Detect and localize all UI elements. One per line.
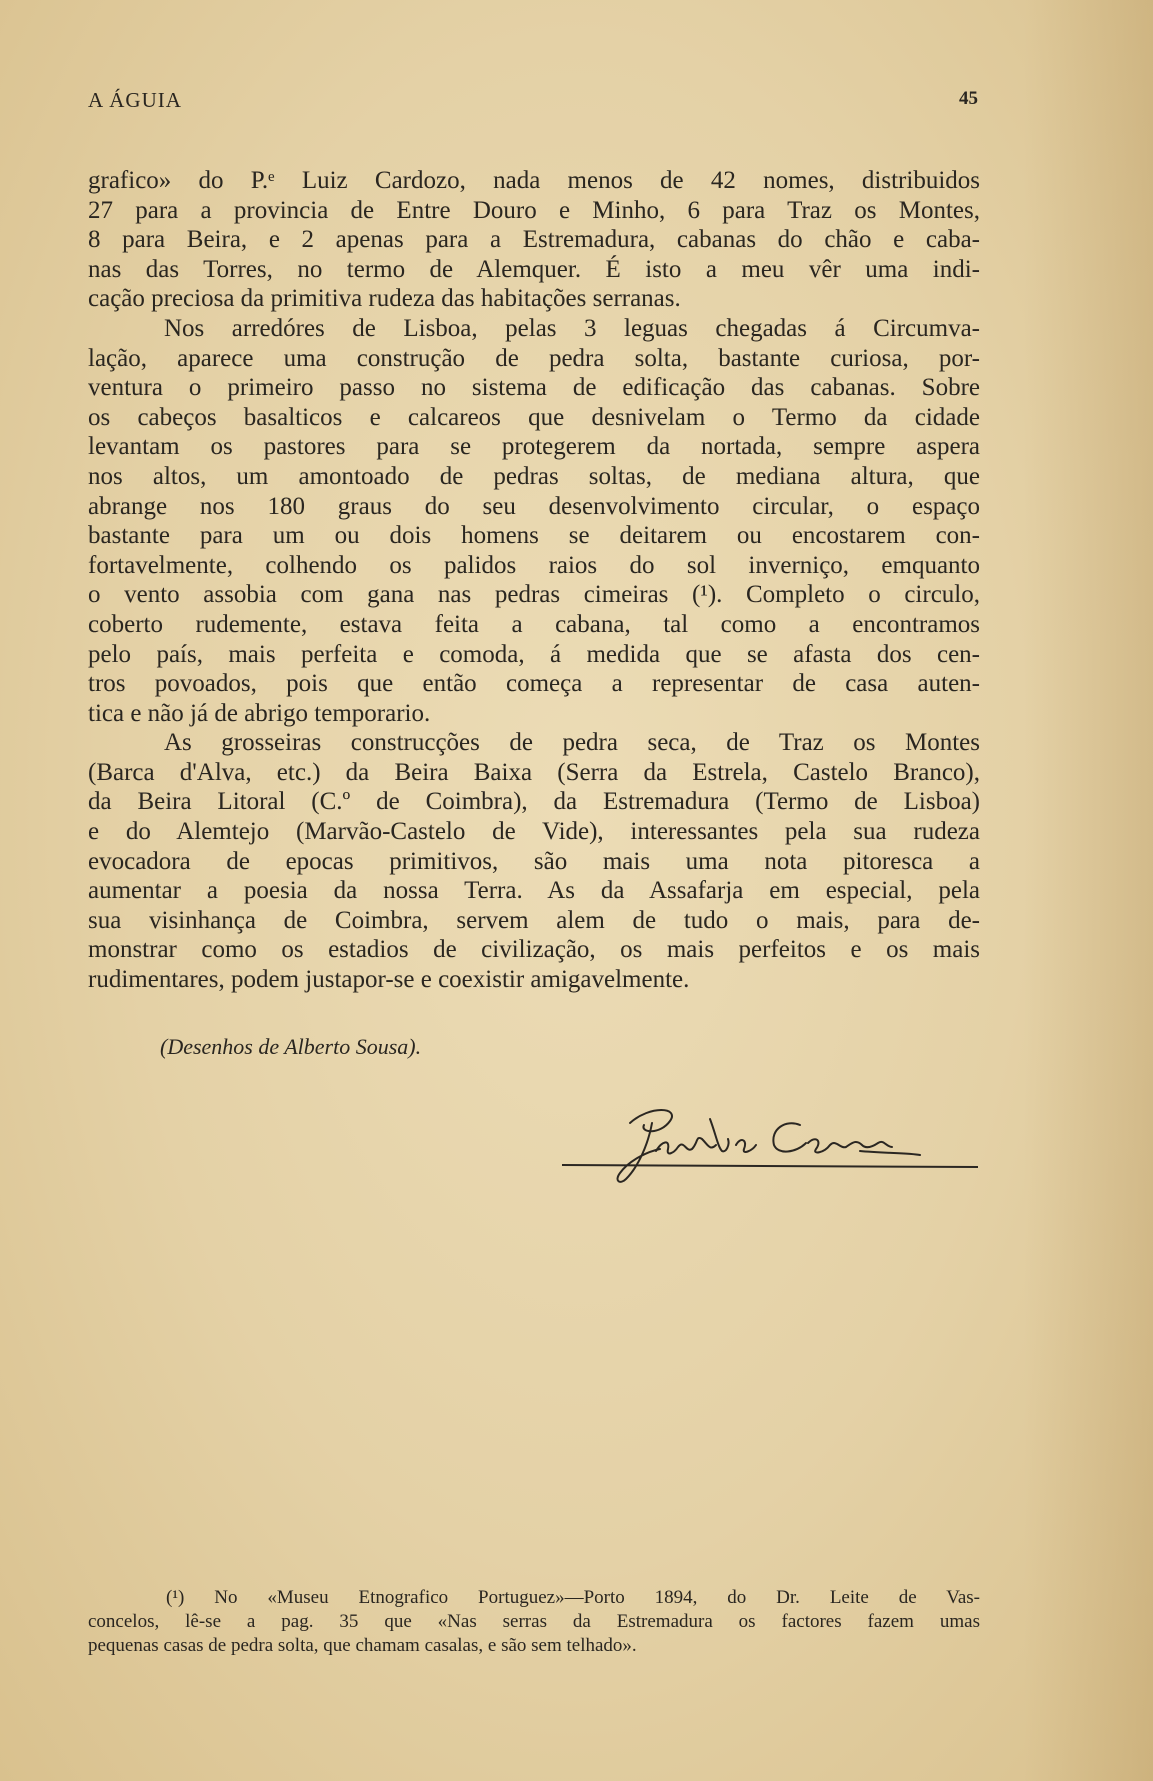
text-line: abrange nos 180 graus do seu desenvolvimento circular, o espaço (88, 492, 980, 520)
text-line: tros povoados, pois que então começa a representar de casa auten- (88, 670, 980, 698)
page-number: 45 (959, 88, 978, 109)
text-line: fortavelmente, colhendo os palidos raios do sol inverniço, emquanto (88, 551, 980, 579)
text-line: os cabeços basalticos e calcareos que desnivelam o Termo da cidade (88, 403, 980, 431)
text-line: e do Alemtejo (Marvão-Castelo de Vide), interessantes pela sua rudeza (88, 818, 980, 846)
text-line: Nos arredóres de Lisboa, pelas 3 leguas chegadas á Circumva- (164, 314, 980, 342)
text-line: evocadora de epocas primitivos, são mais uma nota pitoresca a (88, 847, 980, 875)
text-line: coberto rudemente, estava feita a cabana, tal como a encontramos (88, 610, 980, 638)
running-head: A ÁGUIA (88, 88, 182, 112)
text-line: o vento assobia com gana nas pedras cimeiras (¹). Completo o circulo, (88, 581, 980, 609)
text-line: 27 para a provincia de Entre Douro e Minho, 6 para Traz os Montes, (88, 196, 980, 224)
text-line: aumentar a poesia da nossa Terra. As da Assafarja em especial, pela (88, 877, 980, 905)
text-line: ventura o primeiro passo no sistema de edificação das cabanas. Sobre (88, 374, 980, 402)
text-line: pelo país, mais perfeita e comoda, á medida que se afasta dos cen- (88, 640, 980, 668)
text-line: sua visinhança de Coimbra, servem alem de tudo o mais, para de- (88, 906, 980, 934)
text-line: 8 para Beira, e 2 apenas para a Estremadura, cabanas do chão e caba- (88, 226, 980, 254)
footnote-line: (¹) No «Museu Etnografico Portuguez»—Porto 1894, do Dr. Leite de Vas- (166, 1587, 980, 1608)
text-line: lação, aparece uma construção de pedra solta, bastante curiosa, por- (88, 344, 980, 372)
body-text (88, 166, 980, 995)
text-line: rudimentares, podem justapor-se e coexistir amigavelmente. (88, 966, 690, 994)
text-line: monstrar como os estadios de civilização, os mais perfeitos e os mais (88, 936, 980, 964)
footnote-line: concelos, lê-se a pag. 35 que «Nas serras da Estremadura os factores fazem umas (88, 1611, 980, 1632)
text-line: tica e não já de abrigo temporario. (88, 699, 431, 727)
text-line: levantam os pastores para se protegerem da nortada, sempre aspera (88, 433, 980, 461)
text-line: (Barca d'Alva, etc.) da Beira Baixa (Serra da Estrela, Castelo Branco), (88, 758, 980, 786)
footnote (88, 1586, 980, 1658)
page-edge-shading (1023, 0, 1153, 1781)
text-line: nos altos, um amontoado de pedras soltas, de mediana altura, que (88, 462, 980, 490)
text-line: da Beira Litoral (C.º de Coimbra), da Estremadura (Termo de Lisboa) (88, 788, 980, 816)
text-line: grafico» do P.ᵉ Luiz Cardozo, nada menos de 42 nomes, distribuidos (88, 167, 980, 194)
signature-image (560, 1095, 980, 1205)
text-line: bastante para um ou dois homens se deitarem ou encostarem con- (88, 522, 980, 550)
illustration-credit: (Desenhos de Alberto Sousa). (160, 1034, 422, 1059)
footnote-line: pequenas casas de pedra solta, que chamam casalas, e são sem telhado». (88, 1635, 637, 1656)
text-line: As grosseiras construcções de pedra seca, de Traz os Montes (164, 729, 980, 757)
page-header (88, 88, 978, 118)
text-line: cação preciosa da primitiva rudeza das habitações serranas. (88, 285, 681, 313)
text-line: nas das Torres, no termo de Alemquer. É isto a meu vêr uma indi- (88, 255, 980, 283)
